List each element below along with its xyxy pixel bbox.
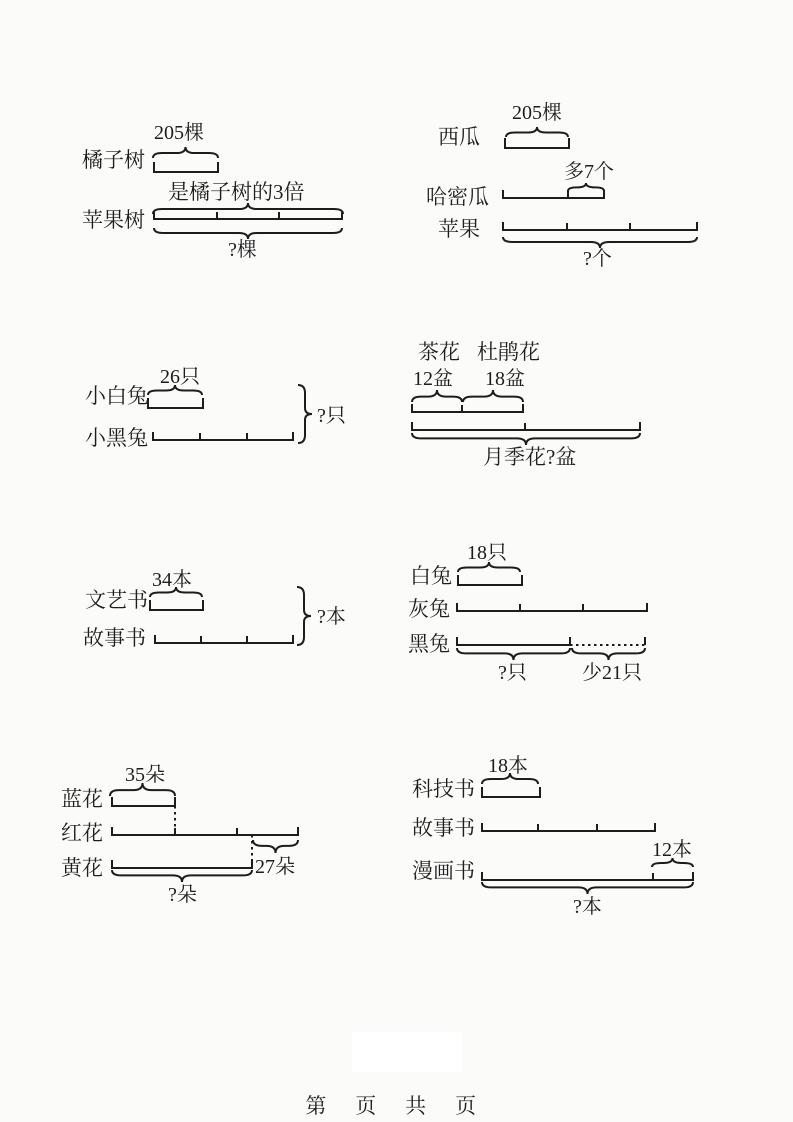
story-bar <box>155 635 293 643</box>
blue-count-value: 35朵 <box>125 764 165 786</box>
rose-total-value: 月季花?盆 <box>483 445 577 469</box>
comic-bar <box>482 872 693 880</box>
red-extra-brace <box>253 840 298 853</box>
more7-brace <box>568 183 604 191</box>
black-less21-brace <box>572 648 645 660</box>
black-rabbit-bar <box>153 432 293 440</box>
page-footer: 第 页 共 页 <box>305 1095 488 1118</box>
literature-count-value: 34本 <box>152 569 192 591</box>
camellia-azalea-bar <box>412 404 523 412</box>
watermelon-count-brace <box>506 127 568 137</box>
black-rabbit-row-label: 小黑兔 <box>85 426 148 450</box>
azalea-label: 杜鹃花 <box>477 340 540 364</box>
science-count-value: 18本 <box>488 755 528 777</box>
apple-bar <box>154 212 342 219</box>
gray-row-label: 灰兔 <box>408 597 450 621</box>
footer-highlight <box>352 1032 462 1072</box>
orange-bar <box>154 162 218 172</box>
cantaloupe-row-label: 哈密瓜 <box>426 185 489 209</box>
diagram-colored-flowers <box>60 760 310 910</box>
black-bar-solid <box>457 637 570 645</box>
comic-row-label: 漫画书 <box>412 859 475 883</box>
orange-row-label: 橘子树 <box>82 148 145 172</box>
camellia-brace <box>412 390 462 402</box>
rose-total-brace <box>412 433 640 445</box>
azalea-brace <box>463 390 523 402</box>
watermelon-count-value: 205棵 <box>512 102 562 124</box>
more7-note: 多7个 <box>564 161 614 183</box>
red-extra-value: 27朵 <box>255 856 295 878</box>
apple-row-label: 苹果树 <box>82 208 145 232</box>
comic-total-brace <box>482 882 693 894</box>
science-row-label: 科技书 <box>412 777 475 801</box>
diagram-three-books <box>405 755 705 925</box>
cantaloupe-bar <box>503 190 604 198</box>
watermelon-row-label: 西瓜 <box>438 125 480 149</box>
apple-fruit-bar <box>503 222 697 230</box>
apple-fruit-total-value: ?个 <box>583 248 612 270</box>
orange-count-value: 205棵 <box>154 122 204 144</box>
red-row-label: 红花 <box>61 821 103 845</box>
watermelon-bar <box>505 138 569 148</box>
orange-count-brace <box>153 147 218 158</box>
diagram-three-rabbits <box>405 540 665 690</box>
yellow-total-brace <box>112 870 252 882</box>
diagram-orange-apple-trees <box>80 120 370 270</box>
apple-fruit-row-label: 苹果 <box>438 217 480 241</box>
comic-extra-value: 12本 <box>652 839 692 861</box>
rabbits-total-brace <box>298 385 312 443</box>
black-row-label: 黑兔 <box>408 632 450 656</box>
black-unknown-value: ?只 <box>498 662 527 684</box>
white-row-label: 白兔 <box>410 564 452 588</box>
white-rabbit-bar <box>148 398 203 408</box>
white-rabbit-row-label: 小白兔 <box>85 384 148 408</box>
apple-fruit-total-brace <box>503 237 697 248</box>
red-bar <box>112 827 298 835</box>
white-rabbit-count-value: 26只 <box>160 366 200 388</box>
literature-bar <box>150 600 203 610</box>
apple-multiple-brace <box>153 203 343 214</box>
literature-row-label: 文艺书 <box>85 588 148 612</box>
apple-total-brace <box>154 228 342 239</box>
blue-row-label: 蓝花 <box>61 787 103 811</box>
camellia-label: 茶花 <box>418 340 460 364</box>
books-total-brace <box>297 587 311 645</box>
books-total-value: ?本 <box>317 606 346 628</box>
diagram-small-rabbits <box>80 365 375 460</box>
black-unknown-brace <box>457 648 570 660</box>
diagram-flower-pots <box>405 340 655 470</box>
rabbits-total-value: ?只 <box>317 405 346 427</box>
story-row-label: 故事书 <box>83 626 146 650</box>
story-books-bar <box>482 823 655 831</box>
gray-bar <box>457 603 647 611</box>
diagram-books-two <box>80 565 380 660</box>
yellow-row-label: 黄花 <box>61 856 103 880</box>
white-count-value: 18只 <box>467 542 507 564</box>
story-books-row-label: 故事书 <box>412 816 475 840</box>
science-bar <box>482 787 540 797</box>
apple-total-value: ?棵 <box>228 239 257 261</box>
rose-bar <box>412 422 640 430</box>
yellow-total-value: ?朵 <box>168 884 197 906</box>
camellia-count-value: 12盆 <box>413 368 453 390</box>
blue-bar <box>112 797 175 806</box>
yellow-bar <box>112 860 252 868</box>
comic-total-value: ?本 <box>573 896 602 918</box>
black-less21-value: 少21只 <box>582 662 642 684</box>
apple-multiple-note: 是橘子树的3倍 <box>168 180 305 204</box>
white-bar <box>458 575 522 585</box>
diagram-melons-apples <box>400 100 710 280</box>
azalea-count-value: 18盆 <box>485 368 525 390</box>
